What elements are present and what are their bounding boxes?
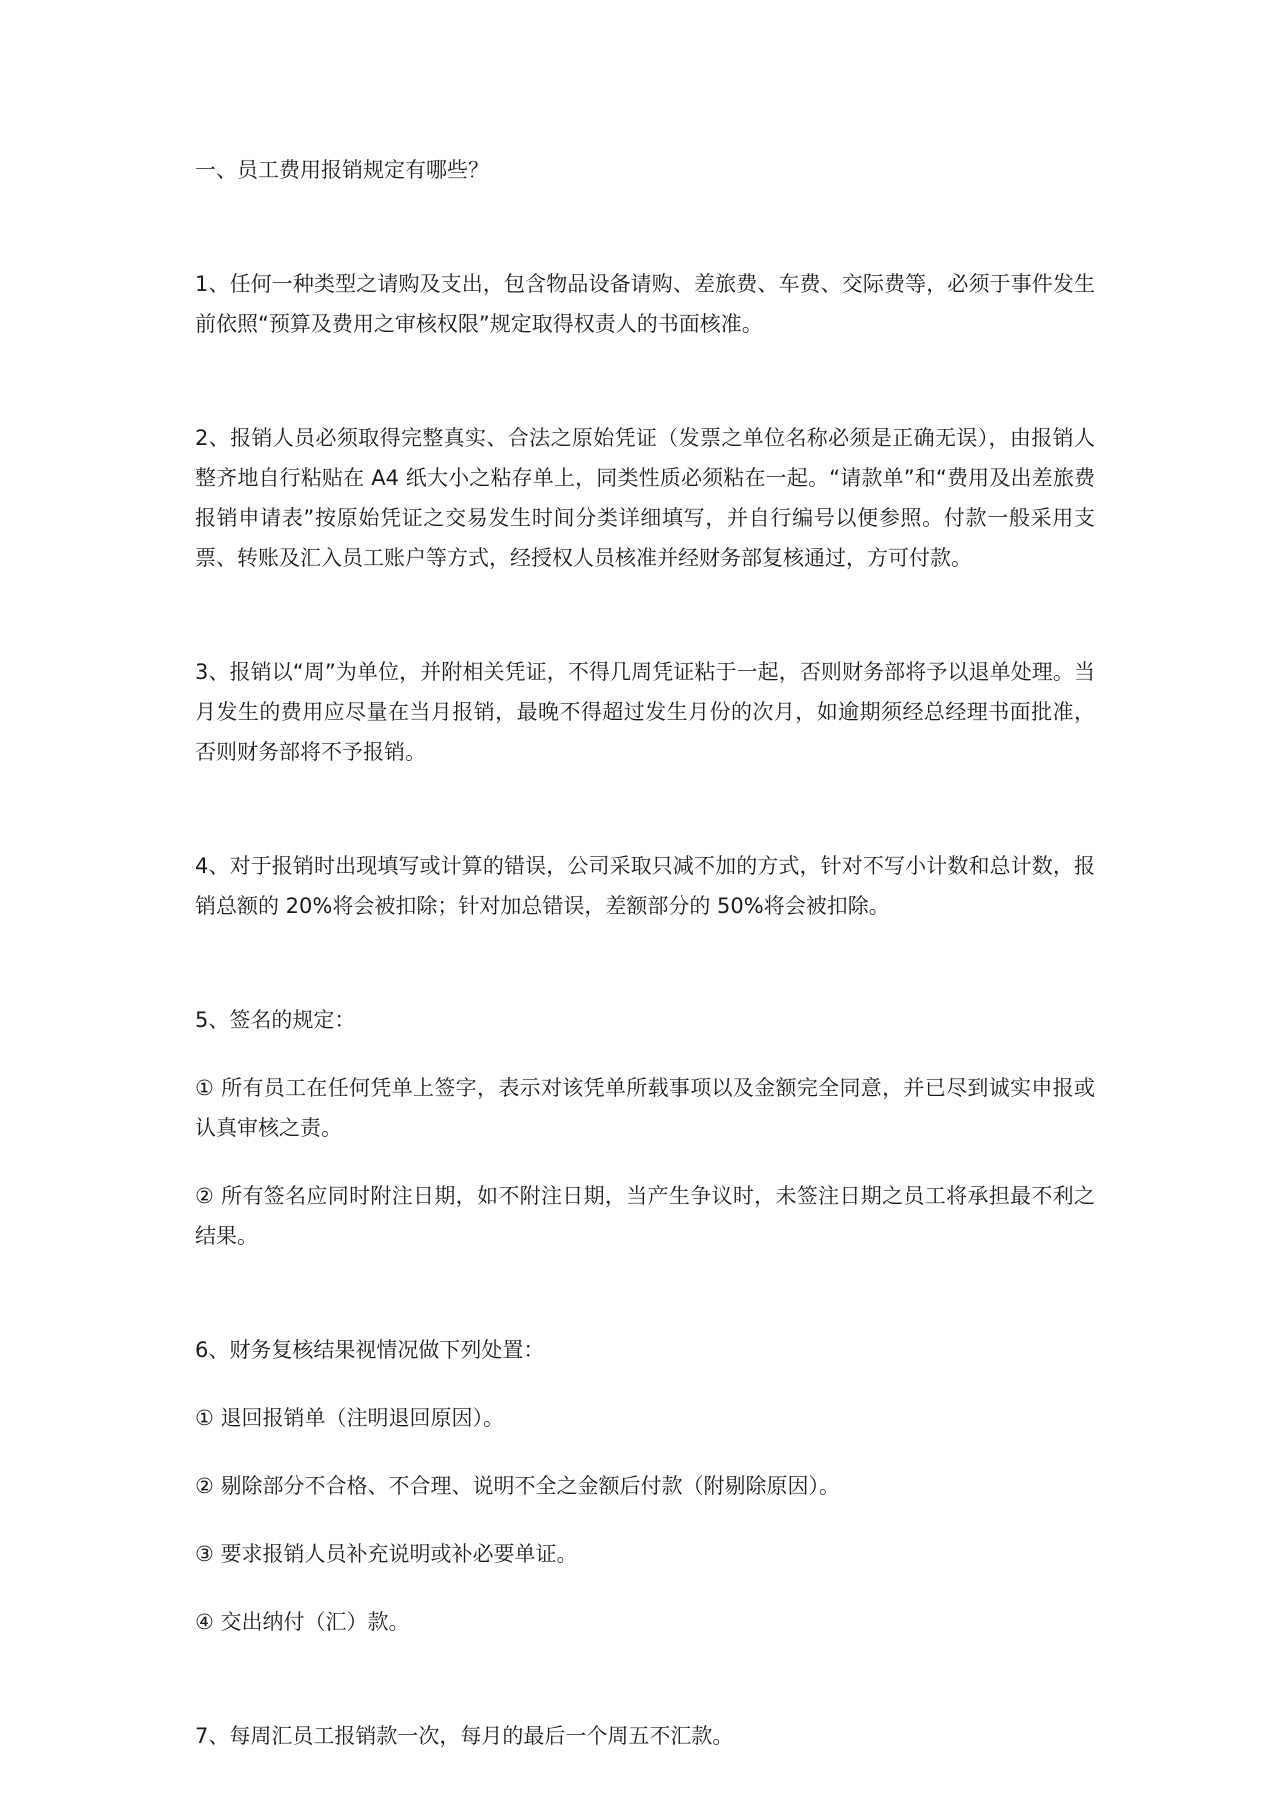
rule-6-title: 6、财务复核结果视情况做下列处置： xyxy=(195,1338,545,1362)
rule-5-title: 5、签名的规定： xyxy=(195,1008,356,1032)
rule-6-item: ④ 交出纳付（汇）款。 xyxy=(195,1610,410,1634)
rule-6-item: ① 退回报销单（注明退回原因）。 xyxy=(195,1406,505,1430)
section-heading: 一、员工费用报销规定有哪些？ xyxy=(195,158,489,182)
rule-7-paragraph: 7、每周汇员工报销款一次，每月的最后一个周五不汇款。 xyxy=(195,1724,734,1748)
rule-6-item: ② 剔除部分不合格、不合理、说明不全之金额后付款（附剔除原因）。 xyxy=(195,1474,840,1498)
rule-3-paragraph: 3、报销以“周”为单位，并附相关凭证，不得几周凭证粘于一起，否则财务部将予以退单处理。当月发生的费用应尽量在当月报销，最晚不得超过发生月份的次月，如逾期须经总经理书面批准，否则财务部将不予报销。 xyxy=(195,660,1095,764)
rule-2-paragraph: 2、报销人员必须取得完整真实、合法之原始凭证（发票之单位名称必须是正确无误），由报销人整齐地自行粘贴在 A4 纸大小之粘存单上，同类性质必须粘在一起。“请款单”和“费用及出差旅费报销申请表”按原始凭证之交易发生时间分类详细填写，并自行编号以便参照。付款一般采用支票、转账及汇入员工账户等方式，经授权人员核准并经财务部复核通过，方可付款。 xyxy=(195,426,1095,570)
rule-1-paragraph: 1、任何一种类型之请购及支出，包含物品设备请购、差旅费、车费、交际费等，必须于事件发生前依照“预算及费用之审核权限”规定取得权责人的书面核准。 xyxy=(195,272,1095,336)
rule-6-item: ③ 要求报销人员补充说明或补必要单证。 xyxy=(195,1542,578,1566)
rule-4-paragraph: 4、对于报销时出现填写或计算的错误，公司采取只减不加的方式，针对不写小计数和总计数，报销总额的 20%将会被扣除；针对加总错误，差额部分的 50%将会被扣除。 xyxy=(195,854,1095,918)
document-body xyxy=(195,150,1095,1756)
rule-5-item: ② 所有签名应同时附注日期，如不附注日期，当产生争议时，未签注日期之员工将承担最不利之结果。 xyxy=(195,1184,1095,1248)
rule-5-item: ① 所有员工在任何凭单上签字，表示对该凭单所载事项以及金额完全同意，并已尽到诚实申报或认真审核之责。 xyxy=(195,1076,1095,1140)
